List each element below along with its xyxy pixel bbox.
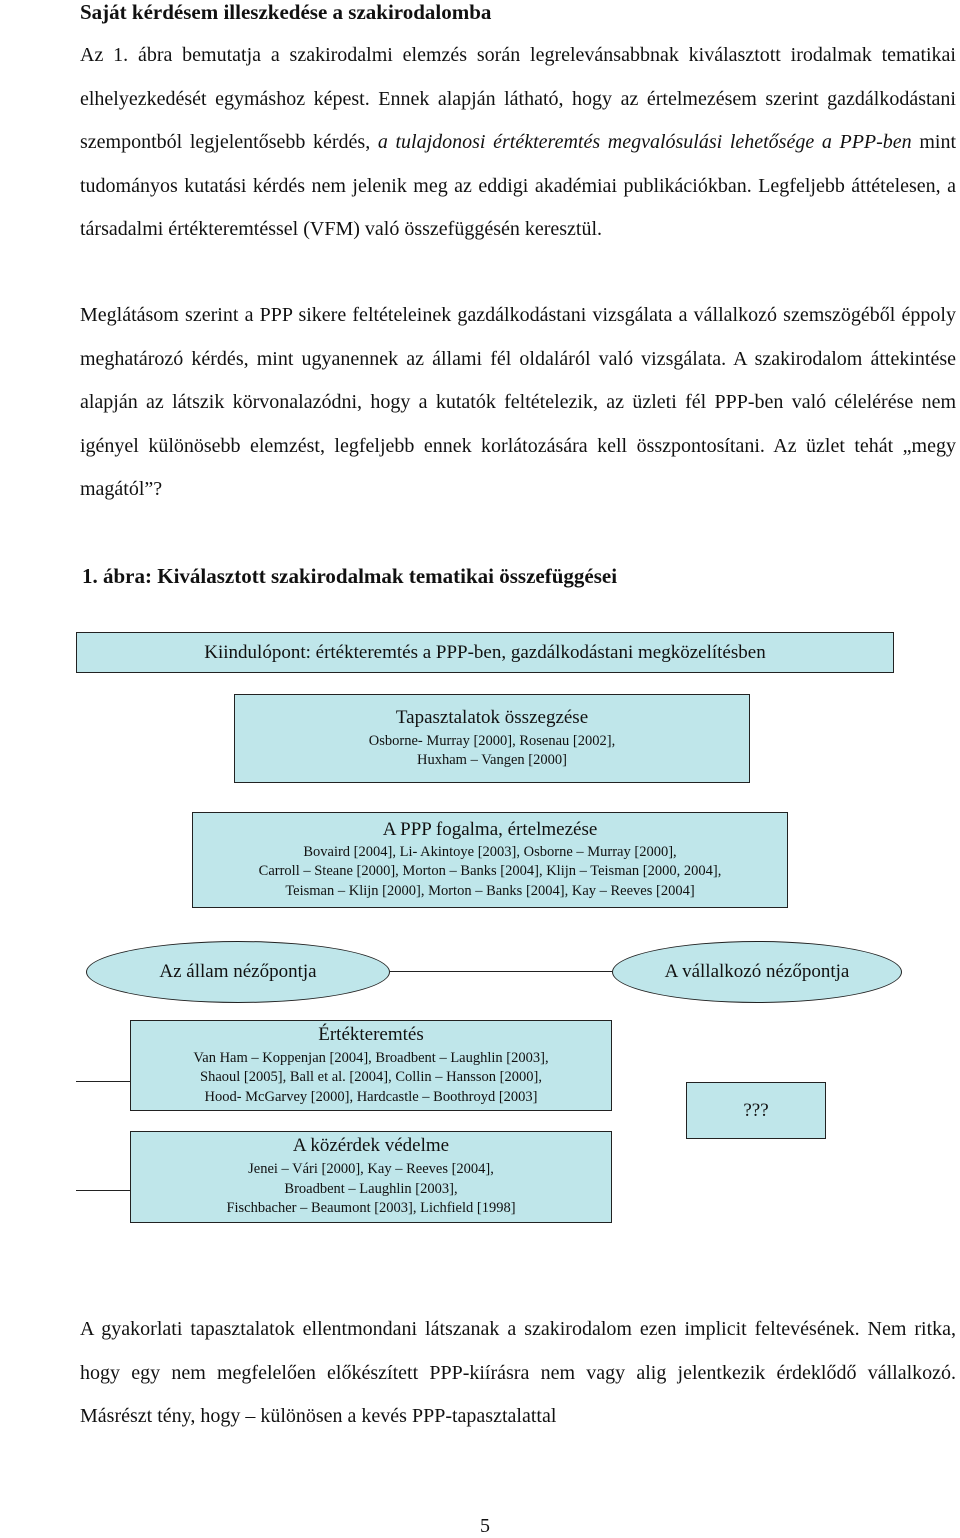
concept-box [192,812,788,908]
section-heading: Saját kérdésem illeszkedése a szakirodalomba [80,0,492,24]
experience-box-refs-2: Huxham – Vangen [2000] [417,752,567,768]
state-view-label: Az állam nézőpontja [159,961,317,982]
connector-interest-left [76,1190,130,1191]
paragraph-practice-text: A gyakorlati tapasztalatok ellentmondani látszanak a szakirodalom ezen implicit feltevésének. Nem ritka, hogy egy nem megfelelően előkészített PPP-kiírásra nem vagy alig jelentkezik érdeklődő vállalkozó. Másrészt tény, hogy – különösen a kevés PPP-tapasztalattal [80,1318,956,1427]
page-number: 5 [480,1515,490,1537]
contractor-view-label: A vállalkozó nézőpontja [664,961,850,982]
public-interest-box-refs-2: Broadbent – Laughlin [2003], [284,1180,458,1197]
experience-box [234,694,750,783]
figure-caption: 1. ábra: Kiválasztott szakirodalmak tematikai összefüggései [82,564,618,588]
public-interest-box-title: A közérdek védelme [292,1135,450,1157]
public-interest-box [130,1131,612,1223]
paragraph-view [6,294,956,512]
public-interest-box-refs-3: Fischbacher – Beaumont [2003], Lichfield [1998] [226,1200,516,1217]
concept-box-title: A PPP fogalma, értelmezése [382,818,598,840]
paragraph-view-text: Meglátásom szerint a PPP sikere feltételeinek gazdálkodástani vizsgálata a vállalkozó szemszögéből éppoly meghatározó kérdés, mint ugyanennek az állami fél oldaláról való vizsgálata. A szakirodalom áttekintése alapján az látszik körvonalazódni, hogy a kutatók feltételezik, az üzleti fél PPP-ben való célelérése nem igényel különösebb elemzést, legfeljebb ennek korlátozására kell összpontosítani. Az üzlet tehát „megy magától”? [80,304,956,500]
connector-ellipses [390,971,612,972]
concept-box-refs-2: Carroll – Steane [2000], Morton – Banks [2004], Klijn – Teisman [2000, 2004], [258,863,722,880]
start-box-label: Kiindulópont: értékteremtés a PPP-ben, gazdálkodástani megközelítésben [204,641,766,663]
connector-value-left [76,1081,130,1082]
value-creation-box-title: Értékteremtés [318,1023,424,1045]
state-view-ellipse [86,941,390,1003]
paragraph-intro [6,34,956,252]
concept-box-refs-1: Bovaird [2004], Li- Akintoye [2003], Osborne – Murray [2000], [303,843,677,860]
paragraph-practice [6,1308,956,1439]
value-creation-box-refs-1: Van Ham – Koppenjan [2004], Broadbent – Laughlin [2003], [193,1049,549,1066]
start-box [76,632,894,673]
value-creation-box [130,1020,612,1111]
value-creation-box-refs-2: Shaoul [2005], Ball et al. [2004], Collin – Hansson [2000], [200,1069,542,1086]
contractor-view-ellipse [612,941,902,1003]
value-creation-box-refs-3: Hood- McGarvey [2000], Hardcastle – Boothroyd [2003] [204,1088,538,1105]
paragraph-intro-emphasis: a tulajdonosi értékteremtés megvalósulási lehetősége a PPP-ben [377,131,912,153]
concept-box-refs-3: Teisman – Klijn [2000], Morton – Banks [2004], Kay – Reeves [2004] [285,882,695,899]
experience-box-title: Tapasztalatok összegzése [395,706,589,728]
unknown-box [686,1082,826,1139]
paragraph-intro-text-a: Az 1. ábra bemutatja a szakirodalmi elemzés során legrelevánsabbnak kiválasztott irodalmak tematikai elhelyezkedését egymáshoz képest. Ennek alapján látható, hogy az értelmezésem szerint gazdálkodástani szempontból legjelentősebb kérdés, [80,44,956,153]
paragraph-intro-text-b: mint tudományos kutatási kérdés nem jelenik meg az eddigi akadémiai publikációkban. Legfeljebb áttételesen, a társadalmi értékteremtéssel (VFM) való összefüggésén keresztül. [80,131,956,240]
unknown-box-label: ??? [743,1099,769,1121]
public-interest-box-refs-1: Jenei – Vári [2000], Kay – Reeves [2004], [248,1161,494,1178]
experience-box-refs-1: Osborne- Murray [2000], Rosenau [2002], [368,732,616,749]
